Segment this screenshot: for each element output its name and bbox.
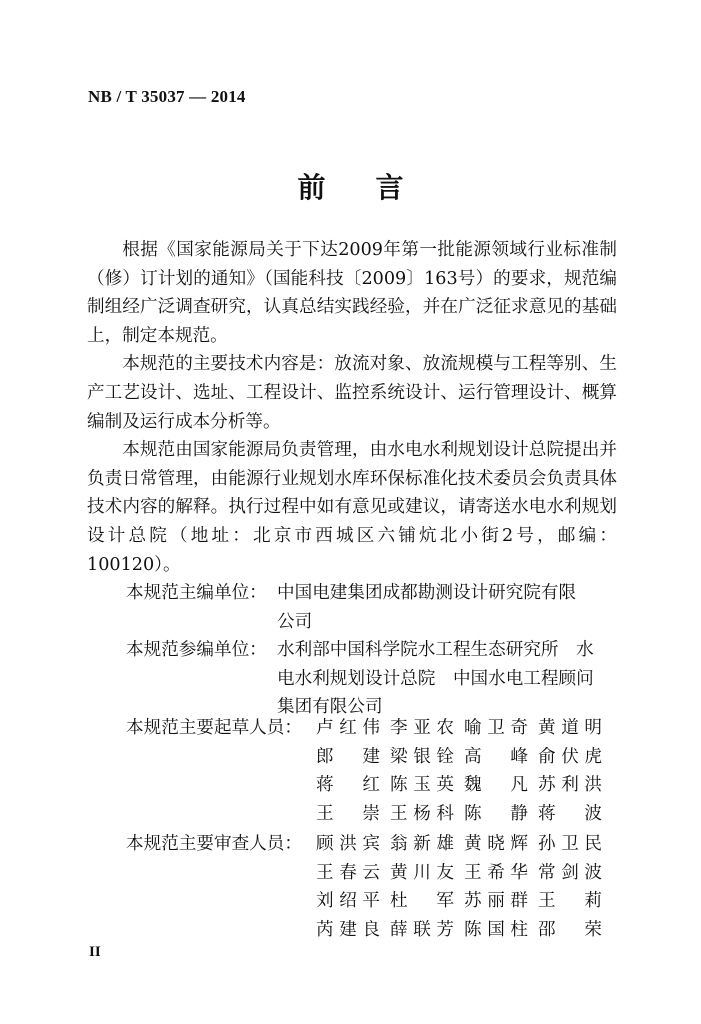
- preface-body: [87, 236, 617, 579]
- participants-line: 集团有限公司: [277, 697, 383, 718]
- paragraph-basis: 根据《国家能源局关于下达2009年第一批能源领域行业标准制（修）订计划的通知》（国能科技〔2009〕163号）的要求，规范编制组经广泛调查研究，认真总结实践经验，并在广泛征求意见的基础上，制定本规范。: [87, 240, 617, 346]
- staff-name: 俞伏虎: [538, 746, 602, 767]
- staff-name: 郎建: [316, 746, 380, 767]
- staff-name: 李亚农: [390, 718, 454, 738]
- staff-name: 苏丽群: [464, 891, 528, 912]
- staff-name: 陈静: [464, 803, 528, 824]
- staff-name: 喻卫奇: [464, 718, 528, 738]
- participants-line: 电水利规划设计总院 中国水电工程顾问: [277, 668, 594, 689]
- staff-name: 魏凡: [464, 775, 528, 796]
- staff-name: 薛联芳: [390, 919, 454, 940]
- paragraph-management: 本规范由国家能源局负责管理，由水电水利规划设计总院提出并负责日常管理，由能源行业规划水库环保标准化技术委员会负责具体技术内容的解释。执行过程中如有意见或建议，请寄送水电水利规划设计总院（地址：北京市西城区六铺炕北小街2号，邮编：100120）。: [87, 440, 617, 575]
- staff-name: 苏利洪: [538, 775, 602, 796]
- staff-name: 王崇: [316, 803, 380, 824]
- staff-name: 邵荣: [538, 919, 602, 940]
- participants-line: 水利部中国科学院水工程生态研究所 水: [277, 640, 594, 660]
- page-number: II: [89, 944, 101, 960]
- staff-name: 顾洪宾: [316, 834, 380, 854]
- staff-name: 梁银铨: [390, 746, 454, 767]
- standard-code: NB / T 35037 — 2014: [88, 87, 246, 106]
- staff-name: 芮建良: [316, 919, 380, 940]
- chief-editor-label: 本规范主编单位：: [126, 583, 267, 603]
- staff-name: 常剑波: [538, 862, 602, 883]
- staff-name: 黄道明: [538, 718, 602, 738]
- staff-name: 蒋红: [316, 775, 380, 796]
- page-title: 前言: [297, 171, 454, 204]
- staff-name: 陈国柱: [464, 919, 528, 940]
- staff-name: 杜军: [390, 891, 454, 912]
- staff-name: 王春云: [316, 862, 380, 883]
- chief-editor-line: 公司: [277, 611, 313, 632]
- staff-name: 卢红伟: [316, 718, 380, 738]
- staff-name: 孙卫民: [538, 834, 602, 854]
- staff-name: 黄川友: [390, 862, 454, 883]
- staff-name: 翁新雄: [390, 834, 454, 854]
- staff-name: 蒋波: [538, 803, 602, 824]
- staff-name: 王杨科: [390, 803, 454, 824]
- staff-name: 刘绍平: [316, 891, 380, 912]
- paragraph-content: 本规范的主要技术内容是：放流对象、放流规模与工程等别、生产工艺设计、选址、工程设计、监控系统设计、运行管理设计、概算编制及运行成本分析等。: [87, 354, 617, 432]
- participants-label: 本规范参编单位：: [126, 640, 267, 660]
- staff-name: 陈玉英: [390, 775, 454, 796]
- staff-name: 黄晓辉: [464, 834, 528, 854]
- staff-name: 王莉: [538, 891, 602, 912]
- staff-name: 王希华: [464, 862, 528, 883]
- staff-name: 高峰: [464, 746, 528, 767]
- participants-value: [277, 636, 615, 722]
- chief-editor-line: 中国电建集团成都勘测设计研究院有限: [277, 583, 577, 603]
- drafters-label: 本规范主要起草人员：: [126, 718, 302, 738]
- reviewers-label: 本规范主要审查人员：: [126, 834, 302, 854]
- chief-editor-value: [277, 579, 615, 636]
